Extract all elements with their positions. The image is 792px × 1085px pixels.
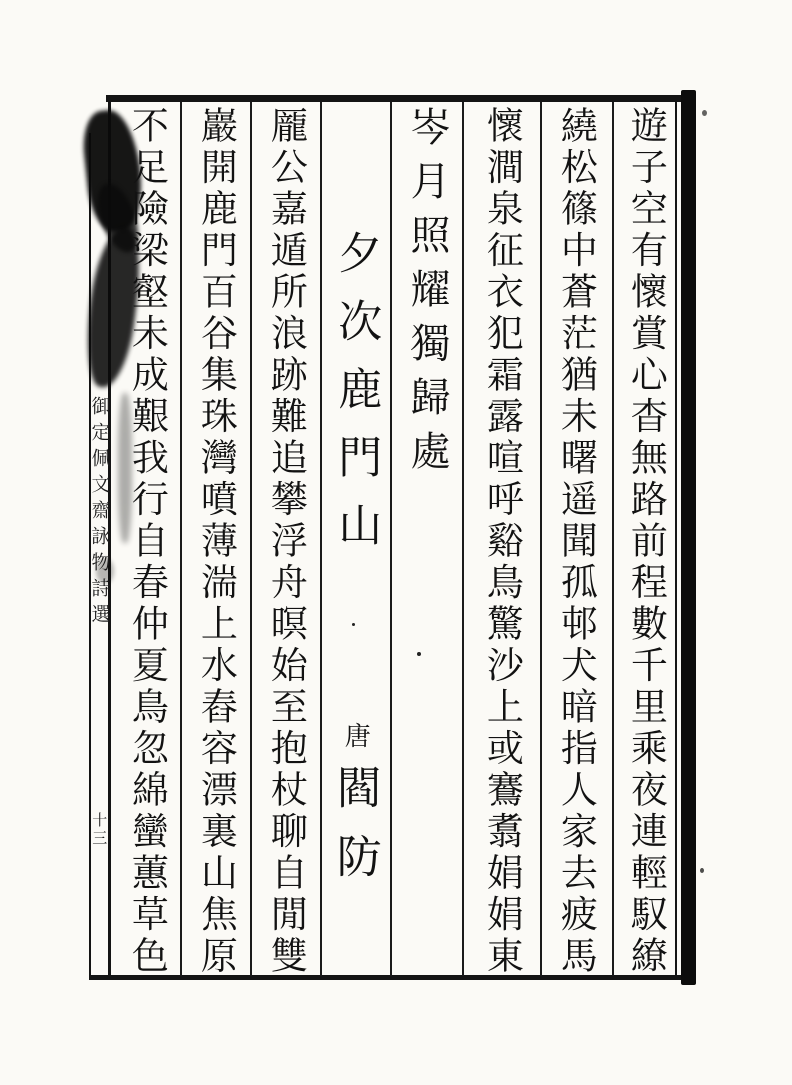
poem1-column-4-text: 岑月照耀獨歸處 [404,106,450,484]
page-border-right-thick-bar [681,90,696,985]
folio-strip [86,812,112,848]
poem1-column-2-text: 繞松篠中蒼茫猶未曙遥聞孤邨犬暗指人家去疲馬 [554,106,598,978]
poem2-column-2-text: 巖開鹿門百谷集珠灣噴薄湍上水舂容漂裏山焦原 [194,106,238,978]
poem2-dynasty: 唐 [340,722,371,748]
poem2-title: 夕次鹿門山 [330,230,382,570]
ink-speck [700,868,704,873]
spine-title: 御定佩文齋詠物詩選 [88,396,111,630]
poem2-column-3 [111,106,181,978]
poem1-column-2 [540,106,610,978]
poem1-column-1 [610,106,680,978]
column-rule [462,102,464,976]
poem2-author-block [320,722,390,902]
poem2-column-3-text: 不足險梁壑未成艱我行自春仲夏鳥忽綿蠻蕙草色 [125,106,169,978]
spine-title-strip [86,396,112,630]
poem2-column-1-text: 龎公嘉遁所浪跡難追攀浮舟暝始至抱杖聊自閒雙 [264,106,308,978]
folio-number: 十三 [90,812,109,848]
poem1-column-4 [392,106,462,978]
page-border-top [106,95,696,102]
ink-speck [702,110,707,116]
poem1-column-3 [466,106,536,978]
poem2-column-2 [180,106,250,978]
poem1-column-1-text: 遊子空有懷賞心杳無路前程數千里乘夜連輕馭繚 [624,106,668,978]
poem2-column-1 [250,106,320,978]
poem2-author: 閻防 [328,764,382,902]
poem2-title-column [320,230,390,630]
poem1-column-3-text: 懷澗泉征衣犯霜露喧呼谿鳥驚沙上或鶱翥娟娟東 [480,106,524,978]
